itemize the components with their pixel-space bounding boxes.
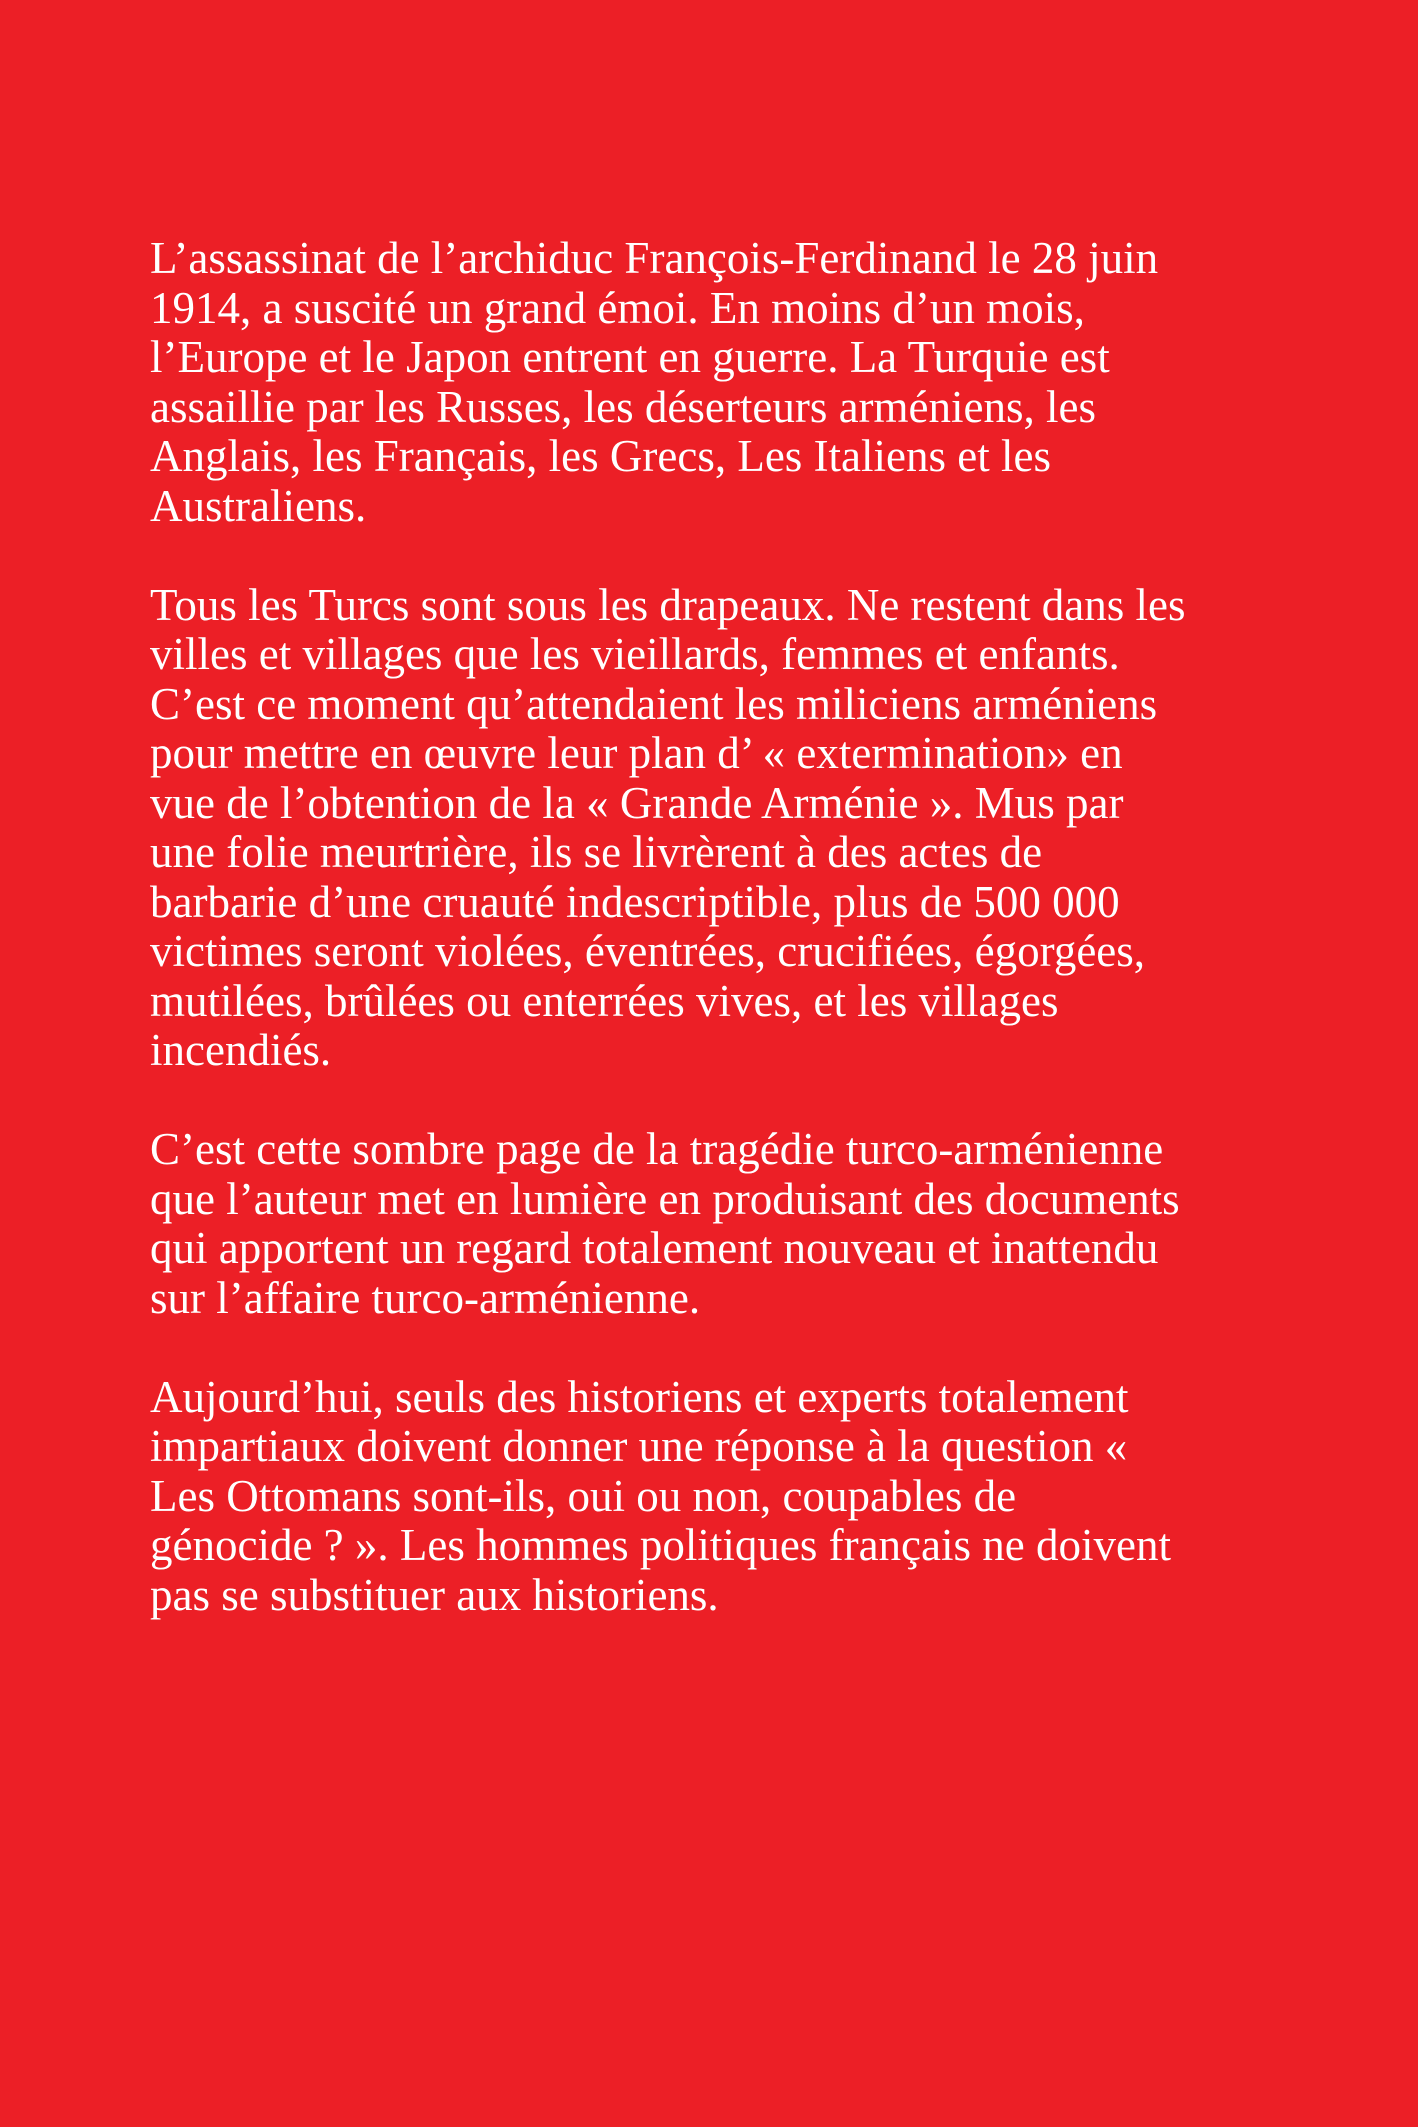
paragraph-3 [150,1125,1310,1323]
blurb-text [150,234,1310,1670]
text-line: Tous les Turcs sont sous les drapeaux. Ne restent dans les [150,579,1186,630]
text-line: vue de l’obtention de la « Grande Arménie ». Mus par [150,777,1124,828]
text-line: victimes seront violées, éventrées, crucifiées, égorgées, [150,926,1146,976]
text-line: l’Europe et le Japon entrent en guerre. La Turquie est [150,332,1110,382]
text-line: une folie meurtrière, ils se livrèrent à des actes de [150,827,1043,877]
text-line: L’assassinat de l’archiduc François-Ferdinand le 28 juin [150,233,1159,283]
text-line: génocide ? ». Les hommes politiques français ne doivent [150,1520,1171,1570]
paragraph-4 [150,1373,1310,1621]
text-line: sur l’affaire turco-arménienne. [150,1272,701,1323]
text-line: pour mettre en œuvre leur plan d’ « extermination» en [150,728,1123,778]
text-line: villes et villages que les vieillards, femmes et enfants. [150,629,1120,679]
paragraph-1 [150,234,1310,531]
text-line: Aujourd’hui, seuls des historiens et experts totalement [150,1371,1129,1422]
text-line: incendiés. [150,1025,332,1075]
paragraph-2 [150,581,1310,1076]
text-line: qui apportent un regard totalement nouveau et inattendu [150,1223,1159,1273]
text-line: Australiens. [150,480,367,531]
text-line: mutilées, brûlées ou enterrées vives, et les villages [150,975,1059,1026]
text-line: C’est cette sombre page de la tragédie turco-arménienne [150,1124,1164,1174]
text-line: assaillie par les Russes, les déserteurs arméniens, les [150,381,1096,432]
text-line: impartiaux doivent donner une réponse à la question « [150,1421,1128,1471]
text-line: Les Ottomans sont-ils, oui ou non, coupables de [150,1470,1017,1521]
text-line: Anglais, les Français, les Grecs, Les Italiens et les [150,431,1051,481]
text-line: C’est ce moment qu’attendaient les miliciens arméniens [150,678,1158,729]
text-line: 1914, a suscité un grand émoi. En moins d’un mois, [150,282,1085,333]
text-line: que l’auteur met en lumière en produisant des documents [150,1173,1180,1224]
text-line: barbarie d’une cruauté indescriptible, plus de 500 000 [150,876,1120,927]
text-line: pas se substituer aux historiens. [150,1569,719,1620]
